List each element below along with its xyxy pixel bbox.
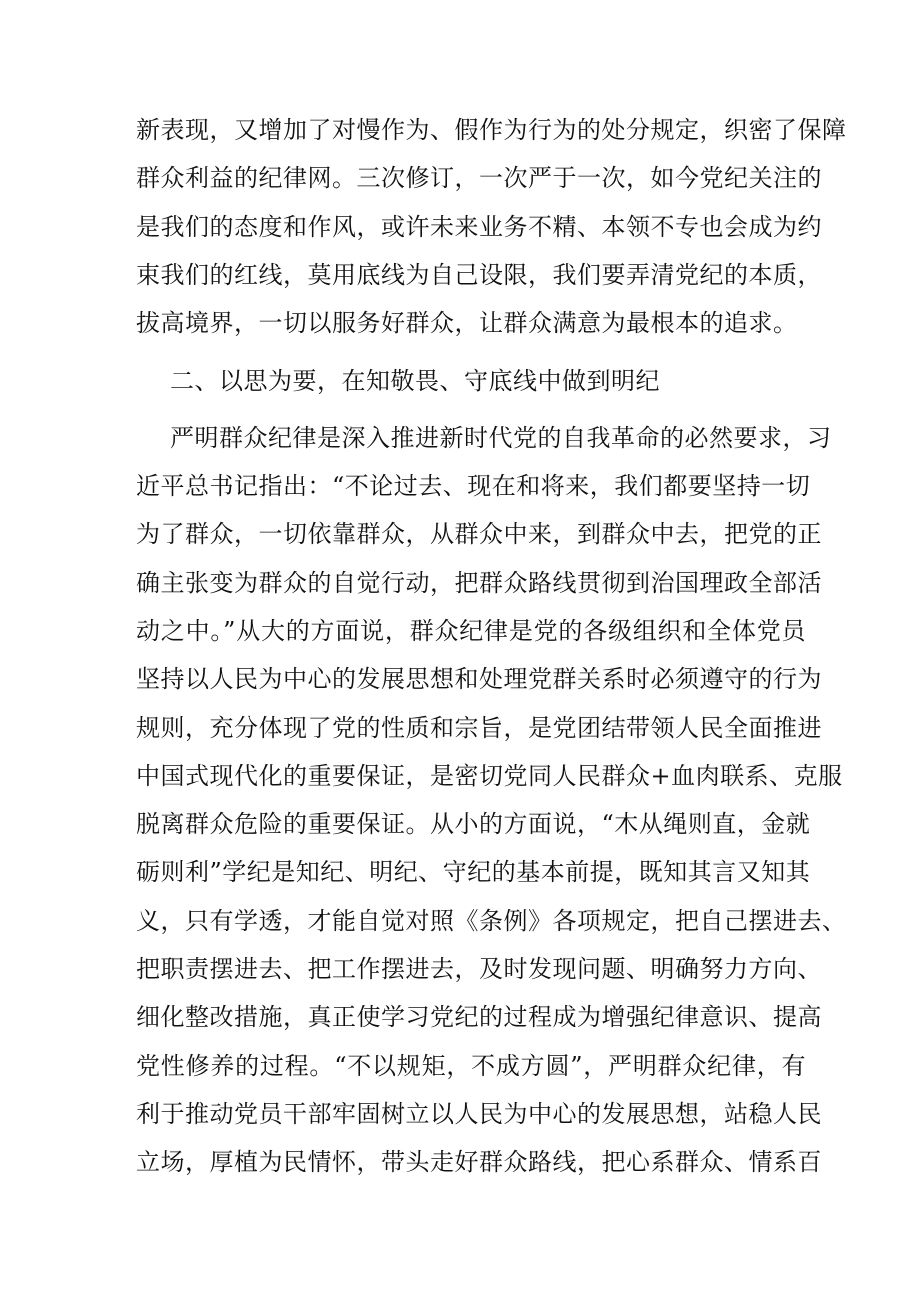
text-line: 严明群众纪律是深入推进新时代党的自我革命的必然要求，习 — [170, 423, 832, 452]
text-line: 新表现，又增加了对慢作为、假作为行为的处分规定，织密了保障 — [136, 116, 847, 144]
text-line: 坚持以人民为中心的发展思想和处理党群关系时必须遵守的行为 — [136, 665, 822, 694]
text-line: 砺则利”学纪是知纪、明纪、守纪的基本前提，既知其言又知其 — [136, 858, 811, 887]
text-line: 拔高境界，一切以服务好群众，让群众满意为最根本的追求。 — [136, 309, 798, 338]
section-heading: 二、以思为要，在知敬畏、守底线中做到明纪 — [170, 367, 660, 396]
text-line: 把职责摆进去、把工作摆进去，及时发现问题、明确努力方向、 — [136, 955, 822, 984]
text-line: 细化整改措施，真正使学习党纪的过程成为增强纪律意识、提高 — [136, 1003, 822, 1032]
text-line: 义，只有学透，才能自觉对照《条例》各项规定，把自己摆进去、 — [136, 906, 847, 935]
text-line: 脱离群众危险的重要保证。从小的方面说，“木从绳则直，金就 — [136, 810, 811, 839]
paragraph-1 — [136, 106, 847, 347]
text-line: 中国式现代化的重要保证，是密切党同人民群众+血肉联系、克服 — [136, 761, 843, 790]
paragraph-2 — [136, 414, 847, 1187]
text-line: 立场，厚植为民情怀，带头走好群众路线，把心系群众、情系百 — [136, 1148, 822, 1177]
text-line: 群众利益的纪律网。三次修订，一次严于一次，如今党纪关注的 — [136, 164, 822, 193]
text-line: 是我们的态度和作风，或许未来业务不精、本领不专也会成为约 — [136, 212, 822, 241]
text-line: 为了群众，一切依靠群众，从群众中来，到群众中去，把党的正 — [136, 520, 822, 549]
text-line: 束我们的红线，莫用底线为自己设限，我们要弄清党纪的本质， — [136, 260, 822, 289]
text-line: 近平总书记指出：“不论过去、现在和将来，我们都要坚持一切 — [136, 472, 811, 501]
document-body — [136, 106, 847, 1187]
text-line: 利于推动党员干部牢固树立以人民为中心的发展思想，站稳人民 — [136, 1099, 822, 1128]
text-line: 确主张变为群众的自觉行动，把群众路线贯彻到治国理政全部活 — [136, 568, 822, 597]
text-line: 规则，充分体现了党的性质和宗旨，是党团结带领人民全面推进 — [136, 713, 822, 742]
text-line: 党性修养的过程。“不以规矩，不成方圆”，严明群众纪律，有 — [136, 1051, 806, 1080]
text-line: 动之中。”从大的方面说，群众纪律是党的各级组织和全体党员 — [136, 616, 806, 645]
